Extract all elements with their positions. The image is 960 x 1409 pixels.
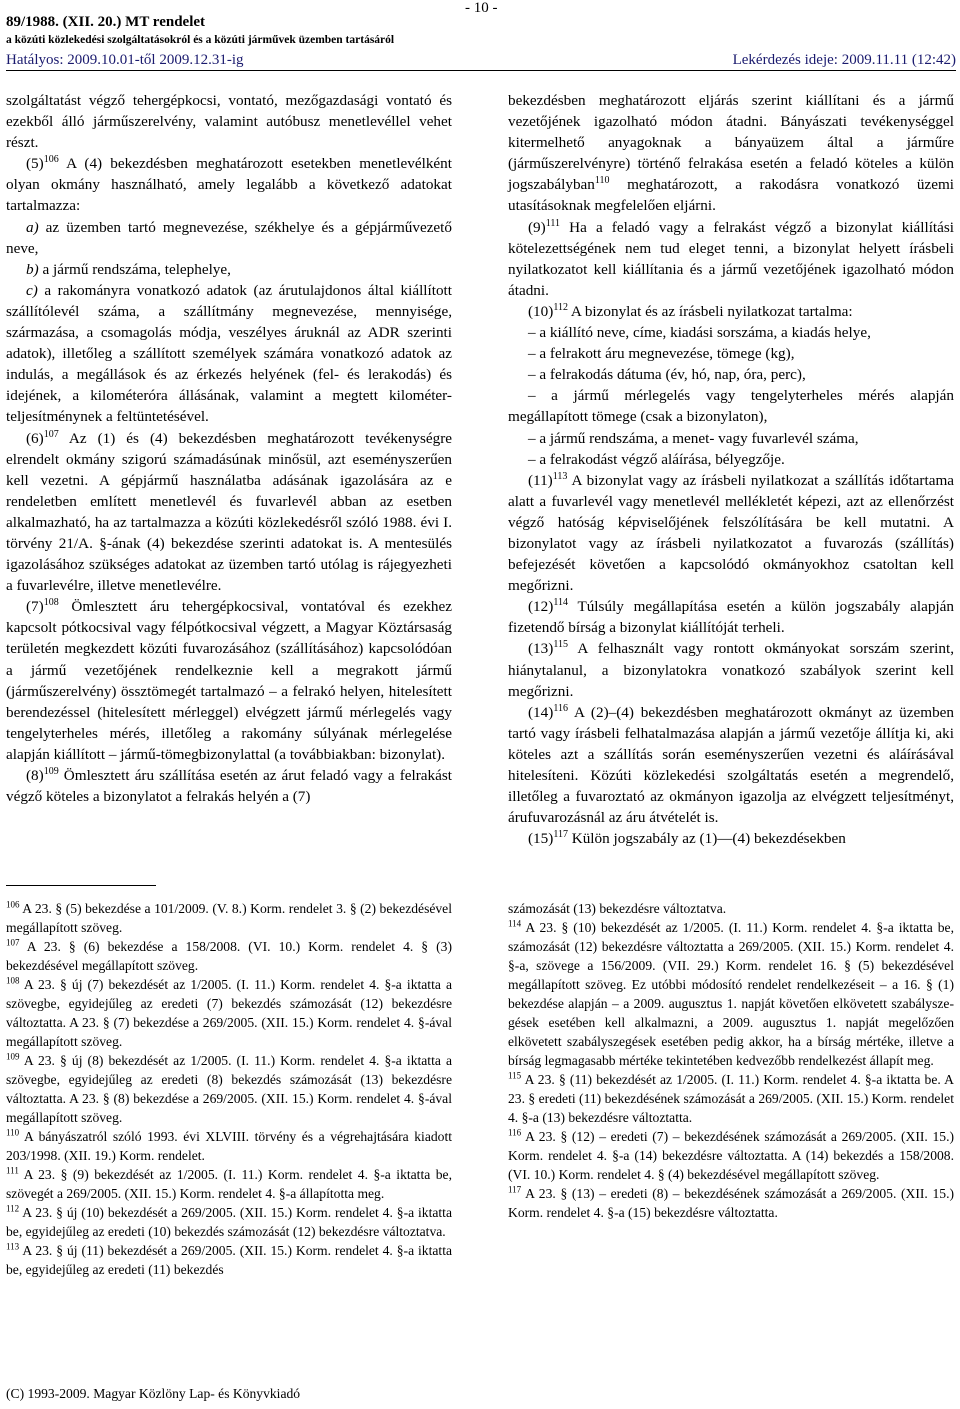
paragraph-15: $(15)^{117}$ Külön jogszabály az (1)—(4) bekezdésekben	[528, 829, 846, 848]
footnotes-right	[508, 899, 954, 1222]
paragraph-5a: a) az üzemben tartó megnevezése, székhelye és a gépjárművezető neve,	[6, 218, 452, 257]
page-header	[6, 0, 956, 71]
paragraph: bekezdésben meghatározott eljárás szerint kiállítani és a jármű vezetőjének igazolható módon átadni. Bányászati tevékenységgel kitermelhető anyagoknak a bányaüzem által a járműre (járműszerelvényre) történő felrakása esetén a feladó köteles a külön jogszabályban$^{110}$ meghatározott, a rakodásra vonatkozó üzemi utasításoknak megfelelően eljárni.	[508, 92, 954, 215]
paragraph-13: $(13)^{115}$ A felhasznált vagy rontott okmányokat sorszám szerint, hiánytalanul, a bizonylatokra vonatkozó szabályok szerint kell megőrizni.	[508, 639, 954, 700]
paragraph-5b: b) a jármű rendszáma, telephelye,	[26, 260, 231, 278]
paragraph-7: $(7)^{108}$ Ömlesztett áru tehergépkocsival, vontatóval és ezekhez kapcsolt pótkocsival vagy félpótkocsival végzett, a Magyar Köztársaság területén megkezdett közúti fuvarozásához (szállításához) kapcsolódóan a jármű vezetőjének rendelkeznie kell a megrakott jármű (járműszerelvény) össztömegét tartalmazó – a felrakó helyen, hitelesített berendezéssel (hitelesített mérleggel) elvégzett jármű mérlegelés vagy tengelyterheles mérés, illetőleg a rakomány súlyának mérlegelése alapján kiállított – jármű-tömegbizonylattal (a továbbiakban: bizonylat).	[6, 597, 452, 763]
paragraph-8: $(8)^{109}$ Ömlesztett áru szállítása esetén az árut feladó vagy a felrakást végző köteles a bizonylatot a felrakás helyén a (7)	[6, 765, 452, 806]
footnote-113-continued: számozását (13) bekezdésre változtatva.	[508, 901, 727, 916]
right-column	[508, 90, 954, 849]
paragraph-5c: c) a rakományra vonatkozó adatok (az árutulajdonos által kiállított szállítólevél száma, a szállítmány megnevezése, mennyisége, származása, a csomagolás módja, veszélyes áruknál az ADR szerinti adatok), illetőleg a szállított személyek számára vonatkozó adatok az indulás, a megállások és az érkezés helyének (fel- és lerakodás) és idejének, a kilométeróra állásának, valamint a megtett kilométer-teljesítménynek a feltüntetésével.	[6, 281, 452, 426]
left-column	[6, 90, 452, 807]
footnote-108: $^{108}$ A 23. § új (7) bekezdését az 1/2005. (I. 11.) Korm. rendelet 4. §-a iktatta a szövegbe, egyidejűleg az eredeti (7) bekezdés számozását (12) bekezdésre változtatta. A 23. § (7) bekezdése a 269/2005. (XII. 15.) Korm. rendelet 4. §-ával megállapított szöveg.	[6, 975, 452, 1049]
document-subtitle: a közúti közlekedési szolgáltatásokról és a közúti járművek üzemben tartásáról	[6, 34, 395, 46]
footnote-115: $^{115}$ A 23. § (11) bekezdését az 1/2005. (I. 11.) Korm. rendelet 4. §-a iktatta be. A 23. § eredeti (11) bekezdésének számozását a 269/2005. (XII. 15.) Korm. rendelet 4. §-a (13) bekezdésre változtatta.	[508, 1070, 954, 1125]
footnote-divider	[6, 885, 156, 886]
page-number: - 10 -	[465, 0, 498, 16]
footnote-106: $^{106}$ A 23. § (5) bekezdése a 101/2009. (V. 8.) Korm. rendelet 3. § (2) bekezdésével megállapított szöveg.	[6, 899, 452, 935]
effective-dates: Hatályos: 2009.10.01-től 2009.12.31-ig	[6, 52, 244, 68]
list-item: – a jármű mérlegelés vagy tengelyterheles mérés alapján megállapított tömege (csak a bizonylaton),	[508, 387, 954, 426]
list-item: – a kiállító neve, címe, kiadási sorszáma, a kiadás helye,	[528, 324, 871, 342]
footnotes-left	[6, 899, 452, 1279]
paragraph-12: $(12)^{114}$ Túlsúly megállapítása esetén a külön jogszabály alapján fizetendő bírság a bizonylat kiállítóját terheli.	[508, 597, 954, 637]
footnote-113: $^{113}$ A 23. § új (11) bekezdését a 269/2005. (XII. 15.) Korm. rendelet 4. §-a iktatta be, egyidejűleg az eredeti (11) bekezdés	[6, 1241, 452, 1277]
footnote-112: $^{112}$ A 23. § új (10) bekezdését a 269/2005. (XII. 15.) Korm. rendelet 4. §-a iktatta be, egyidejűleg az eredeti (10) bekezdés számozását (12) bekezdésre változtatva.	[6, 1203, 452, 1239]
list-item: – a felrakott áru megnevezése, tömege (kg),	[528, 345, 795, 363]
footnote-107: $^{107}$ A 23. § (6) bekezdése a 158/2008. (VI. 10.) Korm. rendelet 4. § (3) bekezdésével megállapított szöveg.	[6, 937, 452, 973]
paragraph-14: $(14)^{116}$ A (2)–(4) bekezdésben meghatározott okmányt az üzemben tartó vagy írásbeli felhatalmazása alapján a jármű vezetője állítja ki, aki köteles azt a szállítás során eseményszerűen vezetni és aláírásával hitelesíteni. Közúti közlekedési szolgáltatás esetén a megrendelő, illetőleg a fuvaroztató az okmányon igazolja az elvégzett teljesítményt, árufuvarozásnál az áru átvételét is.	[508, 702, 954, 827]
list-item: – a felrakodás dátuma (év, hó, nap, óra, perc),	[528, 366, 806, 384]
copyright-footer: (C) 1993-2009. Magyar Közlöny Lap- és Könyvkiadó	[6, 1386, 301, 1401]
paragraph-5: $(5)^{106}$ A (4) bekezdésben meghatározott esetekben menetlevélként olyan okmány használható, amely legalább a következő adatokat tartalmazza:	[6, 154, 452, 215]
footnote-114: $^{114}$ A 23. § (10) bekezdését az 1/2005. (I. 11.) Korm. rendelet 4. §-a iktatta be, számozását (12) bekezdésre változtatta a 269/2005. (XII. 15.) Korm. rendelet 4. §-a, szövege a 156/2009. (VII. 29.) Korm. rendelet 16. § (5) bekezdésével megállapított szöveg. Ez utóbbi módosító rendelet rendelkezéseit – a 16. § (1) bekezdése alapján – a 2009. augusztus 1. napját követően elkövetett szabályszegések esetében kell alkalmazni, a 2009. augusztus 1. napját megelőzően elkövetett szabályszegések esetében pedig akkor, ha a bírság mértéke, illetve a bírság legmagasabb mértéke tekintetében kedvezőbb rendelkezést állapít meg.	[508, 918, 954, 1068]
footnote-110: $^{110}$ A bányászatról szóló 1993. évi XLVIII. törvény és a végrehajtására kiadott 203/1998. (XII. 19.) Korm. rendelet.	[6, 1127, 452, 1163]
paragraph-9: $(9)^{111}$ Ha a feladó vagy a felrakást végző a bizonylat kiállítási kötelezettségének nem tud eleget tenni, a bizonylat helyett írásbeli nyilatkozatot kell kiállítania és a jármű vezetőjének igazolható módon átadni.	[508, 217, 954, 299]
query-time: Lekérdezés ideje: 2009.11.11 (12:42)	[732, 52, 956, 68]
paragraph-11: $(11)^{113}$ A bizonylat vagy az írásbeli nyilatkozat a szállítás időtartama alatt a fuvarlevél vagy menetlevél mellékletét képezi, azt az ellenőrzést végző hatóság képviselőjének felszólítására be kell mutatni. A bizonylatot vagy az írásbeli nyilatkozatot a fuvarozás (szállítás) befejezését követően a kapcsolódó okmányokhoz csatoltan kell megőrizni.	[508, 470, 954, 595]
paragraph: szolgáltatást végző tehergépkocsi, vontató, mezőgazdasági vontató és ezekből álló járműszerelvény, valamint autóbusz menetlevéllel vehet részt.	[6, 92, 452, 152]
footnote-117: $^{117}$ A 23. § (13) – eredeti (8) – bekezdésének számozását a 269/2005. (XII. 15.) Korm. rendelet 4. §-a (15) bekezdésre változtatta.	[508, 1184, 954, 1220]
paragraph-10: $(10)^{112}$ A bizonylat és az írásbeli nyilatkozat tartalma:	[528, 301, 853, 320]
document-title: 89/1988. (XII. 20.) MT rendelet	[6, 14, 206, 30]
paragraph-6: $(6)^{107}$ Az (1) és (4) bekezdésben meghatározott tevékenységre elrendelt okmány szigorú számadásúnak minősül, azt eseményszerűen kell vezetni. A gépjármű használatba adásának igazolására az e rendeletben említett menetlevél és fuvarlevél abban az esetben alkalmazható, ha az tartalmazza a közúti közlekedésről szóló 1988. évi I. törvény 21/A. §-ának (4) bekezdése szerinti adatokat is. A mentesülés igazolásához szükséges adatokat az üzemben tartó utólag is rájegyezheti a fuvarlevélre, illetve menetlevélre.	[6, 428, 452, 595]
footnote-109: $^{109}$ A 23. § új (8) bekezdését az 1/2005. (I. 11.) Korm. rendelet 4. §-a iktatta a szövegbe, egyidejűleg az eredeti (8) bekezdés számozását (13) bekezdésre változtatta. A 23. § (8) bekezdése a 269/2005. (XII. 15.) Korm. rendelet 4. §-ával megállapított szöveg.	[6, 1051, 452, 1125]
footnote-111: $^{111}$ A 23. § (9) bekezdését az 1/2005. (I. 11.) Korm. rendelet 4. §-a iktatta be, szövegét a 269/2005. (XII. 15.) Korm. rendelet 4. §-a állapította meg.	[6, 1165, 452, 1201]
list-item: – a jármű rendszáma, a menet- vagy fuvarlevél száma,	[528, 429, 859, 447]
footnote-116: $^{116}$ A 23. § (12) – eredeti (7) – bekezdésének számozását a 269/2005. (XII. 15.) Korm. rendelet 4. §-a (14) bekezdésre változtatta. A (14) bekezdés a 158/2008. (VI. 10.) Korm. rendelet 4. § (4) bekezdésével megállapított szöveg.	[508, 1127, 954, 1182]
list-item: – a felrakodást végző aláírása, bélyegzője.	[528, 450, 785, 468]
